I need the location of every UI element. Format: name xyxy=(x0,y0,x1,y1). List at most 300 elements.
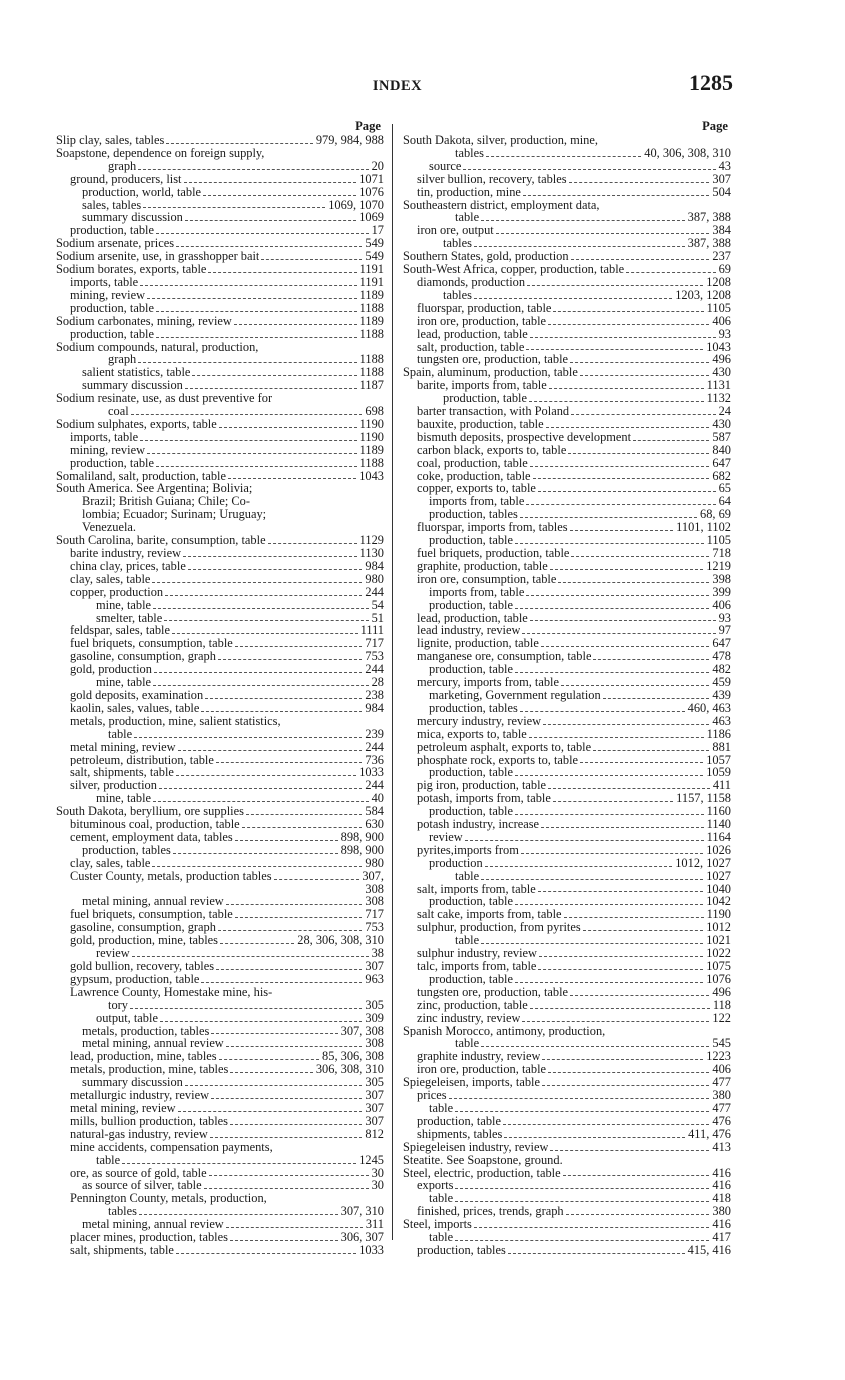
index-entry-text: fluorspar, imports from, tables xyxy=(417,521,568,535)
index-entry xyxy=(403,276,731,289)
index-entry xyxy=(403,1076,731,1089)
index-entry-text: table xyxy=(108,727,133,741)
index-entry-page: 439 xyxy=(712,687,731,702)
index-entry-text: silver, production xyxy=(70,779,157,793)
index-entry-page: 415, 416 xyxy=(687,1242,731,1257)
index-entry-page: 549 xyxy=(365,236,384,251)
index-entry xyxy=(56,495,384,508)
dot-leader xyxy=(153,608,369,609)
index-entry-text: Slip clay, sales, tables xyxy=(56,134,165,147)
dot-leader xyxy=(226,1046,363,1047)
index-entry xyxy=(56,1205,384,1218)
index-entry-page: 1042 xyxy=(706,894,731,909)
index-entry-page: 430 xyxy=(712,365,731,380)
index-entry-text: talc, imports from, table xyxy=(417,960,537,973)
index-entry-text: Sodium arsenate, prices xyxy=(56,237,175,251)
index-entry-text: tables xyxy=(455,146,484,160)
index-entry-page: 413 xyxy=(712,1139,731,1154)
index-entry-page: 1076 xyxy=(359,184,384,199)
index-entry-text: lignite, production, table xyxy=(417,637,539,651)
index-entry-page: 305 xyxy=(365,1075,384,1090)
index-entry-page: 308 xyxy=(365,1036,384,1051)
index-entry-text: mills, bullion production, tables xyxy=(70,1114,228,1128)
index-entry-page: 496 xyxy=(712,352,731,367)
dot-leader xyxy=(156,466,357,467)
index-entry xyxy=(56,470,384,483)
index-entry-page: 118 xyxy=(712,997,731,1012)
index-entry-page: 306, 308, 310 xyxy=(315,1062,384,1077)
dot-leader xyxy=(522,1021,709,1022)
index-entry-page: 411, 476 xyxy=(688,1126,731,1141)
index-entry-page: 307 xyxy=(365,1100,384,1115)
index-entry xyxy=(56,883,384,896)
index-entry-text: metallurgic industry, review xyxy=(70,1089,210,1102)
index-entry-text: mercury industry, review xyxy=(417,714,542,728)
index-entry xyxy=(56,870,384,883)
index-entry-page: 406 xyxy=(712,597,731,612)
dot-leader xyxy=(230,1124,362,1125)
dot-leader xyxy=(208,272,356,273)
index-entry-text: imports from, table xyxy=(429,585,525,599)
index-entry-page: 463 xyxy=(712,713,731,728)
index-entry-text: Southern States, gold, production xyxy=(403,250,569,264)
index-entry-text: copper, production xyxy=(70,585,164,599)
index-entry-page: 1105 xyxy=(706,300,731,315)
dot-leader xyxy=(538,491,716,492)
index-entry-text: sulphur, production, from pyrites xyxy=(417,921,581,935)
index-entry-page: 477 xyxy=(712,1100,731,1115)
index-entry xyxy=(56,792,384,805)
index-entry xyxy=(56,1102,384,1115)
index-entry-page: 237 xyxy=(712,249,731,264)
index-entry xyxy=(403,1141,731,1154)
dot-leader xyxy=(455,1240,709,1241)
index-entry-page: 1188 xyxy=(359,365,384,380)
index-entry-text: table xyxy=(429,1192,454,1206)
column-divider xyxy=(392,124,393,1240)
index-entry-page: 238 xyxy=(365,687,384,702)
index-entry xyxy=(56,960,384,973)
dot-leader xyxy=(553,311,703,312)
dot-leader xyxy=(530,1008,710,1009)
index-entry xyxy=(56,1244,384,1257)
index-entry xyxy=(56,392,384,405)
index-entry xyxy=(403,1205,731,1218)
dot-leader xyxy=(172,633,358,634)
dot-leader xyxy=(496,233,710,234)
index-entry-text: fuel briquets, production, table xyxy=(417,547,570,560)
index-entry-page: 93 xyxy=(718,326,731,341)
index-entry xyxy=(56,612,384,625)
dot-leader xyxy=(538,969,703,970)
index-entry-text: production, table xyxy=(70,224,154,238)
index-entry-text: table xyxy=(429,1101,454,1115)
index-entry xyxy=(403,663,731,676)
index-entry xyxy=(56,302,384,315)
index-entry xyxy=(403,960,731,973)
index-entry-text: metal mining, annual review xyxy=(82,1218,224,1232)
index-entry-text: prices xyxy=(417,1089,447,1102)
index-entry xyxy=(56,973,384,986)
index-entry xyxy=(403,999,731,1012)
index-entry-text: production, table xyxy=(417,1114,501,1128)
index-entry-text: summary discussion xyxy=(82,379,183,393)
dot-leader xyxy=(201,711,362,712)
index-entry-text: graphite industry, review xyxy=(417,1050,541,1064)
index-entry-text: natural-gas industry, review xyxy=(70,1127,208,1141)
index-entry-page: 718 xyxy=(712,546,731,560)
index-entry xyxy=(56,728,384,741)
dot-leader xyxy=(515,814,704,815)
index-entry-page: 898, 900 xyxy=(340,842,384,857)
index-entry-page: 1033 xyxy=(359,1242,384,1257)
index-entry xyxy=(403,470,731,483)
index-entry-text: potash, imports from, table xyxy=(417,792,551,806)
index-entry xyxy=(56,986,384,999)
index-entry-page: 1012 xyxy=(706,920,731,935)
index-entry xyxy=(56,1089,384,1102)
index-entry-text: South Carolina, barite, consumption, table xyxy=(56,534,266,547)
index-entry xyxy=(56,379,384,392)
index-entry-page: 545 xyxy=(712,1036,731,1051)
dot-leader xyxy=(185,1085,363,1086)
index-entry xyxy=(403,237,731,250)
index-entry xyxy=(403,199,731,212)
dot-leader xyxy=(228,478,356,479)
index-entry-text: marketing, Government regulation xyxy=(429,688,601,702)
dot-leader xyxy=(147,298,357,299)
index-entry xyxy=(403,173,731,186)
dot-leader xyxy=(538,891,703,892)
page-header xyxy=(60,70,735,100)
page-column-heading: Page xyxy=(355,119,381,133)
index-entry-page: 311 xyxy=(365,1217,384,1232)
index-entry-text: metal mining, review xyxy=(70,1101,176,1115)
index-entry xyxy=(403,418,731,431)
dot-leader xyxy=(176,775,356,776)
index-entry-page: 1203, 1208 xyxy=(675,287,731,302)
index-entry-text: barter transaction, with Poland xyxy=(417,405,570,418)
index-entry xyxy=(56,250,384,263)
index-entry-text: salient statistics, table xyxy=(82,366,191,380)
dot-leader xyxy=(216,969,362,970)
dot-leader xyxy=(481,1046,709,1047)
dot-leader xyxy=(185,388,357,389)
dot-leader xyxy=(230,1240,338,1241)
index-entry xyxy=(403,1102,731,1115)
dot-leader xyxy=(570,995,709,996)
dot-leader xyxy=(261,259,362,260)
dot-leader xyxy=(192,375,356,376)
dot-leader xyxy=(603,698,710,699)
index-entry xyxy=(56,1012,384,1025)
index-entry xyxy=(403,1050,731,1063)
index-entry-text: table xyxy=(455,869,480,883)
dot-leader xyxy=(515,982,703,983)
index-entry-text: summary discussion xyxy=(82,211,183,225)
index-entry-page: 478 xyxy=(712,649,731,664)
index-entry-text: production, table xyxy=(429,534,513,547)
index-entry-page: 1191 xyxy=(359,274,384,289)
index-entry xyxy=(56,521,384,534)
index-entry xyxy=(56,586,384,599)
dot-leader xyxy=(153,801,369,802)
dot-leader xyxy=(188,569,363,570)
index-entry xyxy=(403,521,731,534)
index-entry-text: Steel, imports xyxy=(403,1218,472,1232)
index-entry-text: production, table xyxy=(70,327,154,341)
dot-leader xyxy=(474,246,685,247)
dot-leader xyxy=(558,582,709,583)
index-entry-text: graphite, production, table xyxy=(417,559,548,573)
index-entry-text: salt, shipments, table xyxy=(70,1243,174,1257)
index-entry xyxy=(403,689,731,702)
running-title: INDEX xyxy=(372,78,423,94)
index-entry xyxy=(403,289,731,302)
index-entry-text: production, tables xyxy=(82,843,171,857)
index-entry-text: phosphate rock, exports to, table xyxy=(417,753,579,767)
index-entry-text: Pennington County, metals, production, xyxy=(70,1192,267,1206)
index-entry-page: 1190 xyxy=(359,416,384,431)
dot-leader xyxy=(203,195,356,196)
index-entry-text: table xyxy=(455,1037,480,1051)
index-entry xyxy=(403,547,731,560)
index-entry-text: salt cake, imports from, table xyxy=(417,908,562,922)
index-entry xyxy=(403,908,731,921)
index-entry-text: coal xyxy=(108,405,129,418)
index-entry-page: 1208 xyxy=(706,274,731,289)
index-entry-page: 984 xyxy=(365,700,384,715)
index-entry-text: gold bullion, recovery, tables xyxy=(70,960,215,973)
index-entry-text: carbon black, exports to, table xyxy=(417,443,567,457)
dot-leader xyxy=(218,930,362,931)
dot-leader xyxy=(211,1033,337,1034)
index-entry xyxy=(403,341,731,354)
index-entry-page: 459 xyxy=(712,675,731,690)
index-entry xyxy=(56,224,384,237)
index-entry-page: 476 xyxy=(712,1113,731,1128)
index-entry-text: ground, producers, list xyxy=(70,172,182,186)
index-entry-page: 308 xyxy=(365,881,384,896)
index-entry xyxy=(56,663,384,676)
dot-leader xyxy=(165,595,362,596)
dot-leader xyxy=(593,659,709,660)
index-entry xyxy=(403,650,731,663)
index-entry xyxy=(56,405,384,418)
index-entry-page: 1132 xyxy=(706,391,731,406)
index-entry-page: 1022 xyxy=(706,946,731,961)
index-entry xyxy=(403,844,731,857)
dot-leader xyxy=(633,440,709,441)
index-entry-page: 51 xyxy=(371,610,384,625)
index-entry-page: 307, 310 xyxy=(340,1204,384,1219)
index-entry xyxy=(403,186,731,199)
index-entry xyxy=(403,405,731,418)
dot-leader xyxy=(530,620,716,621)
index-entry-text: Spiegeleisen industry, review xyxy=(403,1140,549,1154)
index-entry-text: gypsum, production, table xyxy=(70,972,200,986)
index-entry-page: 1057 xyxy=(706,752,731,767)
dot-leader xyxy=(132,956,369,957)
index-entry-text: table xyxy=(96,1153,121,1167)
index-entry xyxy=(56,689,384,702)
index-entry-page: 1026 xyxy=(706,842,731,857)
dot-leader xyxy=(173,853,338,854)
index-entry xyxy=(403,1089,731,1102)
dot-leader xyxy=(463,169,715,170)
index-entry xyxy=(56,1076,384,1089)
index-entry xyxy=(403,495,731,508)
index-entry-page: 1219 xyxy=(706,558,731,573)
dot-leader xyxy=(455,1201,709,1202)
dot-leader xyxy=(564,917,704,918)
index-entry-text: production, table xyxy=(429,598,513,612)
index-entry-text: source xyxy=(429,159,462,173)
dot-leader xyxy=(539,956,703,957)
index-entry xyxy=(403,534,731,547)
index-entry-page: 28, 306, 308, 310 xyxy=(297,933,384,948)
dot-leader xyxy=(485,866,673,867)
index-entry-text: fuel briquets, consumption, table xyxy=(70,908,233,922)
index-entry-page: 430 xyxy=(712,416,731,431)
index-entry-text: tin, production, mine xyxy=(417,185,521,199)
index-entries-right xyxy=(403,134,731,1257)
index-entry-page: 308 xyxy=(365,894,384,909)
dot-leader xyxy=(242,827,363,828)
index-entry-text: potash industry, increase xyxy=(417,818,540,831)
index-entry xyxy=(56,1167,384,1180)
index-entry-text: table xyxy=(429,1231,454,1244)
dot-leader xyxy=(481,943,703,944)
index-entry-page: 1040 xyxy=(706,881,731,896)
index-entry xyxy=(56,1128,384,1141)
index-entry-text: fluorspar, production, table xyxy=(417,301,552,315)
index-entry xyxy=(403,1063,731,1076)
index-entry-text: gold, production xyxy=(70,663,152,677)
index-entry-text: metals, production, tables xyxy=(82,1024,210,1038)
dot-leader xyxy=(521,853,703,854)
dot-leader xyxy=(593,750,709,751)
index-entry-page: 411 xyxy=(712,778,731,793)
index-entry xyxy=(56,289,384,302)
index-entry-text: clay, sales, table xyxy=(70,856,151,870)
dot-leader xyxy=(184,182,357,183)
index-entry-text: Spain, aluminum, production, table xyxy=(403,366,578,380)
index-entry-page: 1189 xyxy=(359,442,384,457)
index-entry-text: gold, production, mine, tables xyxy=(70,934,218,948)
index-entry-page: 504 xyxy=(712,184,731,199)
index-entry xyxy=(403,857,731,870)
index-entry xyxy=(403,431,731,444)
index-entry-text: metals, production, mine, tables xyxy=(70,1063,229,1077)
index-entry-page: 496 xyxy=(712,984,731,999)
index-entry-text: imports, table xyxy=(70,430,139,444)
dot-leader xyxy=(570,362,709,363)
index-entry xyxy=(403,1167,731,1180)
index-entry-text: as source of silver, table xyxy=(82,1179,202,1193)
index-entry-page: 1157, 1158 xyxy=(676,791,731,806)
index-entry-page: 307 xyxy=(365,1088,384,1103)
index-entry xyxy=(403,1025,731,1038)
index-entry-text: barite, imports from, table xyxy=(417,379,547,393)
index-entry-page: 1043 xyxy=(359,468,384,483)
index-entry xyxy=(56,134,384,147)
index-entry-page: 1131 xyxy=(706,378,731,393)
index-entry-text: South Dakota, silver, production, mine, xyxy=(403,134,598,147)
index-entry-page: 898, 900 xyxy=(340,829,384,844)
index-entry-text: lead, production, table xyxy=(417,611,528,625)
index-entry xyxy=(403,366,731,379)
index-entry xyxy=(403,353,731,366)
index-entry xyxy=(56,818,384,831)
index-entry-page: 1189 xyxy=(359,287,384,302)
index-entry xyxy=(56,560,384,573)
index-entry-page: 587 xyxy=(712,429,731,444)
dot-leader xyxy=(533,478,710,479)
index-entry xyxy=(403,612,731,625)
index-entry xyxy=(403,1218,731,1231)
index-entry-text: production, table xyxy=(70,301,154,315)
index-entry xyxy=(56,1154,384,1167)
index-entry-text: Custer County, metals, production tables xyxy=(70,869,272,883)
index-entry-text: lombia; Ecuador; Surinam; Uruguay; xyxy=(82,508,267,522)
dot-leader xyxy=(548,788,710,789)
index-entry-page: 40 xyxy=(371,791,384,806)
dot-leader xyxy=(449,1098,710,1099)
index-entry-text: coal, production, table xyxy=(417,456,528,470)
index-entry-text: production, table xyxy=(70,456,154,470)
index-entry-page: 239 xyxy=(365,726,384,741)
index-entry-text: mining, review xyxy=(70,288,146,302)
index-entry-page: 380 xyxy=(712,1088,731,1103)
index-entry xyxy=(56,702,384,715)
index-entry-page: 30 xyxy=(371,1165,384,1180)
index-entry-page: 54 xyxy=(371,597,384,612)
index-entry xyxy=(403,818,731,831)
index-entry xyxy=(403,586,731,599)
index-entry-page: 549 xyxy=(365,249,384,264)
dot-leader xyxy=(563,1175,710,1176)
index-entry-page: 1140 xyxy=(706,817,731,832)
index-entry-page: 753 xyxy=(365,920,384,935)
index-entry-page: 416 xyxy=(712,1178,731,1193)
index-entry-text: South-West Africa, copper, production, table xyxy=(403,263,625,276)
index-entry-text: table xyxy=(455,934,480,948)
index-entry xyxy=(56,366,384,379)
index-entry-text: lead, production, table xyxy=(417,327,528,341)
index-entry xyxy=(56,844,384,857)
dot-leader xyxy=(134,737,362,738)
index-entry-text: coke, production, table xyxy=(417,469,531,483)
index-entry xyxy=(56,328,384,341)
dot-leader xyxy=(204,1188,369,1189)
index-entry-page: 307 xyxy=(365,959,384,973)
index-entry-page: 630 xyxy=(365,817,384,832)
index-entry-page: 307 xyxy=(712,171,731,186)
dot-leader xyxy=(154,672,362,673)
index-entry-text: graph xyxy=(108,159,137,173)
index-entry-text: Lawrence County, Homestake mine, his- xyxy=(70,985,273,999)
index-entry-text: metal mining, annual review xyxy=(82,1037,224,1051)
dot-leader xyxy=(274,879,360,880)
dot-leader xyxy=(561,685,709,686)
index-entry xyxy=(403,224,731,237)
index-entry xyxy=(403,1244,731,1257)
index-entry xyxy=(56,895,384,908)
dot-leader xyxy=(550,569,703,570)
index-entry-page: 97 xyxy=(718,623,731,638)
dot-leader xyxy=(455,1111,709,1112)
